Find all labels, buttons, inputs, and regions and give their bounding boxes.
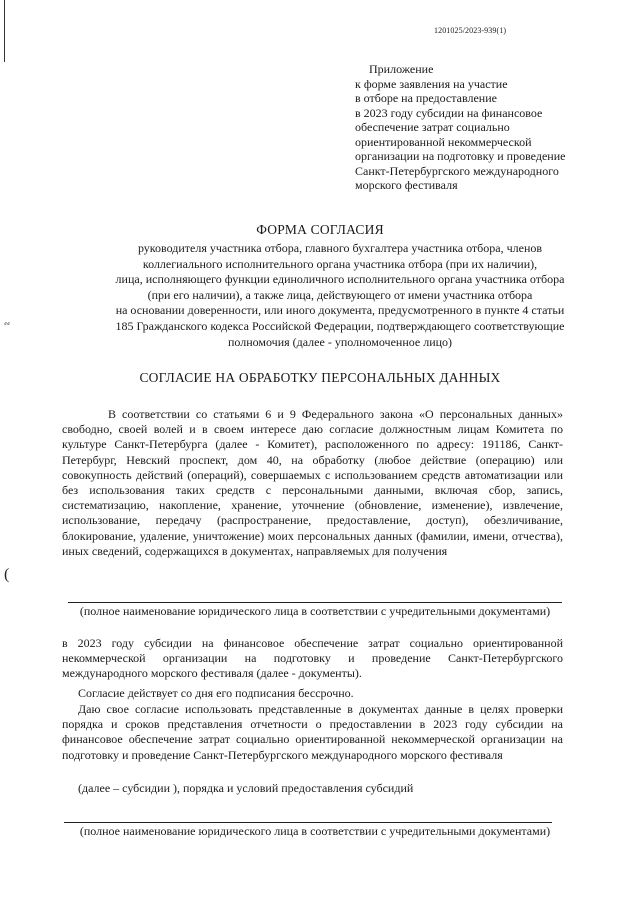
margin-bracket: ( [4,566,10,583]
form-subtitle-line: лица, исполняющего функции единоличного исполнительного органа участника отбора [115,272,565,287]
fill-in-line [64,822,552,823]
annex-line: организации на подготовку и проведение [355,149,566,163]
annex-block [355,62,595,193]
form-subtitle-line: руководителя участника отбора, главного бухгалтера участника отбора, членов [137,241,543,255]
fill-in-line [68,602,562,603]
consent-title: СОГЛАСИЕ НА ОБРАБОТКУ ПЕРСОНАЛЬНЫХ ДАННЫХ [139,370,501,385]
document-number: 1201025/2023-939(1) [434,26,507,35]
consent-paragraph: В соответствии со статьями 6 и 9 Федерального закона «О персональных данных» свободно, своей волей и в своем интересе даю согласие должностным лицам Комитета по культуре Санкт-Петербурга (далее - Комитет), расположенного по адресу: 191186, Санкт-Петербург, Невский проспект, дом 40, на обработку (любое действие (операцию) или совокупность действий (операций), совершаемых с использованием средств автоматизации или без использования таких средств с персональными данными, включая сбор, запись, систематизацию, накопление, хранение, уточнение (обновление, изменение), извлечение, использование, передачу (распространение, предоставление, доступ), обезличивание, блокирование, удаление, уничтожение) моих персональных данных (фамилии, имени, отчества), иных сведений, содержащихся в документах, направляемых для получения [62,407,563,558]
annex-line: в 2023 году субсидии на финансовое [355,105,543,120]
consent-paragraph: в 2023 году субсидии на финансовое обеспечение затрат социально ориентированной некоммерческой организации на подготовку и проведение Санкт-Петербургского международного морского фестиваля (далее - документы). [62,636,563,681]
annex-line: Санкт-Петербургского международного [355,163,559,178]
annex-line: в отборе на предоставление [355,91,497,105]
consent-paragraph: Даю свое согласие использовать представленные в документах данные в целях проверки порядка и сроков представления отчетности о предоставлении в 2023 году субсидии на финансовое обеспечение затрат социально ориентированной некоммерческой организации на подготовку и проведение Санкт-Петербургского международного морского фестиваля [62,702,563,762]
consent-paragraph: Согласие действует со дня его подписания бессрочно. [78,686,354,700]
consent-paragraph: (далее – субсидии ), порядка и условий предоставления субсидий [78,781,414,795]
margin-scribble: ⸗⸗ [4,318,10,328]
form-subtitle-line: (при его наличии), а также лица, действующего от имени участника отбора [147,287,533,302]
annex-line: ориентированной некоммерческой [355,134,532,149]
form-subtitle-line: на основании доверенности, или иного документа, предусмотренного в пункте 4 статьи [115,303,565,318]
annex-line: к форме заявления на участие [355,76,508,91]
form-subtitle [60,241,620,350]
fill-in-caption: (полное наименование юридического лица в соответствии с учредительными документами) [79,824,551,838]
margin-line [4,0,5,62]
form-subtitle-line: 185 Гражданского кодекса Российской Федерации, подтверждающего соответствующие [115,318,565,333]
form-title: ФОРМА СОГЛАСИЯ [256,222,384,237]
form-subtitle-line: полномочия (далее - уполномоченное лицо) [227,334,453,349]
annex-line: Приложение [369,62,434,76]
form-subtitle-line: коллегиального исполнительного органа участника отбора (при их наличии), [142,256,538,271]
annex-line: морского фестиваля [355,178,458,192]
fill-in-caption: (полное наименование юридического лица в соответствии с учредительными документами) [79,604,551,618]
annex-line: обеспечение затрат социально [355,120,510,134]
